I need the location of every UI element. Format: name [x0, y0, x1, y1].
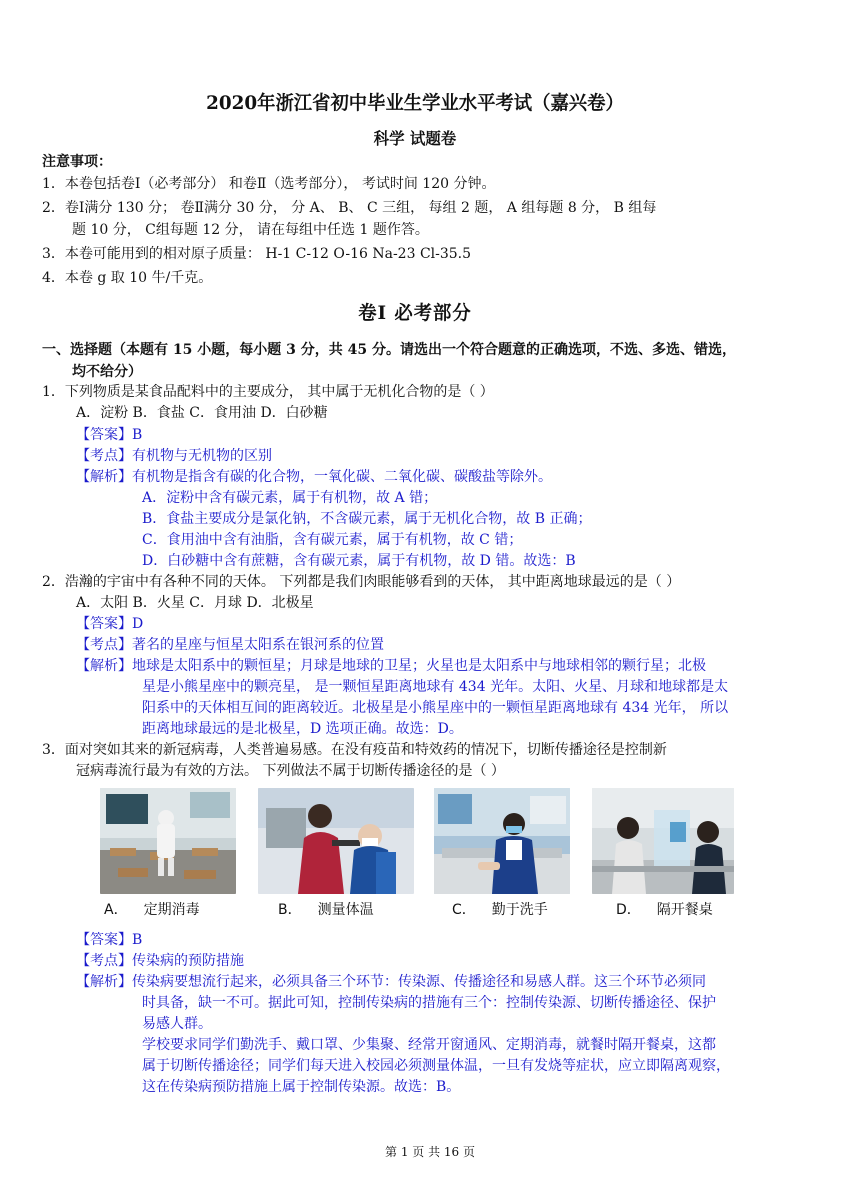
q3-stem-line-2: 冠病毒流行最为有效的方法。 下列做法不属于切断传播途径的是（ ）	[76, 763, 505, 779]
option-c-letter: C．	[452, 902, 476, 918]
option-a-caption	[104, 900, 200, 920]
q3-answer-row	[76, 930, 142, 950]
q3-analysis-line-6: 这在传染病预防措施上属于控制传染源。故选：B。	[142, 1079, 461, 1095]
q2-options: A．太阳 B．火星 C．月球 D．北极星	[76, 595, 314, 611]
q2-analysis-line-4: 距离地球最远的是北极星，D 选项正确。故选：D。	[142, 721, 463, 737]
photo-handwashing	[434, 788, 570, 894]
answer-label: 【答案】	[76, 616, 132, 632]
q2-point-row	[76, 635, 384, 655]
section-title: 卷Ⅰ 必考部分	[358, 302, 472, 324]
q2-analysis-row	[76, 656, 706, 676]
part-heading-line-1: 一、选择题（本题有 15 小题，每小题 3 分，共 45 分。请选出一个符合题意的正确选项，不选、多选、错选，	[42, 342, 736, 358]
option-c-text: 勤于洗手	[491, 902, 548, 918]
q2-point: 著名的星座与恒星太阳系在银河系的位置	[132, 637, 384, 653]
exam-subtitle: 科学 试题卷	[373, 129, 457, 148]
notice-line-3: 题 10 分， C组每题 12 分， 请在每组中任选 1 题作答。	[72, 222, 429, 238]
photo-temperature	[258, 788, 414, 894]
option-a-text: 定期消毒	[143, 902, 200, 918]
option-d-caption	[616, 900, 713, 920]
q3-analysis-row	[76, 972, 706, 992]
option-b-letter: B．	[278, 902, 302, 918]
q1-answer-row	[76, 425, 142, 445]
photo-disinfection	[100, 788, 236, 894]
q2-answer: D	[132, 616, 144, 632]
notice-line-4: 3．本卷可能用到的相对原子质量： H-1 C-12 O-16 Na-23 Cl-35.5	[42, 246, 472, 262]
q1-point-row	[76, 446, 272, 466]
q1-options: A．淀粉 B．食盐 C．食用油 D．白砂糖	[76, 405, 328, 421]
q3-answer: B	[132, 932, 143, 948]
q2-analysis-line-2: 星是小熊星座中的颗亮星， 是一颗恒星距离地球有 434 光年。太阳、火星、月球和地球都是太	[142, 679, 729, 695]
q2-stem: 2．浩瀚的宇宙中有各种不同的天体。 下列都是我们肉眼能够看到的天体， 其中距离地球最远的是（ ）	[42, 574, 681, 590]
point-label: 【考点】	[76, 637, 132, 653]
q3-analysis-line-5: 属于切断传播途径；同学们每天进入校园必须测量体温，一旦有发烧等症状，应立即隔离观察，	[142, 1058, 730, 1074]
option-c-caption	[452, 900, 548, 920]
q1-analysis-a: A．淀粉中含有碳元素，属于有机物，故 A 错；	[142, 490, 438, 506]
part-heading-line-2: 均不给分）	[72, 364, 142, 380]
q2-analysis-line-1: 地球是太阳系中的颗恒星；月球是地球的卫星；火星也是太阳系中与地球相邻的颗行星；北极	[132, 658, 706, 674]
q3-analysis-line-2: 时具备，缺一不可。据此可知，控制传染病的措施有三个：控制传染源、切断传播途径、保护	[142, 995, 716, 1011]
notice-line-1: 1．本卷包括卷Ⅰ（必考部分） 和卷Ⅱ（选考部分）， 考试时间 120 分钟。	[42, 176, 496, 192]
q3-analysis-line-3: 易感人群。	[142, 1016, 212, 1032]
q3-point: 传染病的预防措施	[132, 953, 244, 969]
notice-heading: 注意事项：	[42, 154, 112, 170]
q1-analysis: 有机物是指含有碳的化合物，一氧化碳、二氧化碳、碳酸盐等除外。	[132, 469, 552, 485]
notice-line-5: 4．本卷 g 取 10 牛/千克。	[42, 270, 213, 286]
option-d-letter: D．	[616, 902, 641, 918]
q1-analysis-b: B．食盐主要成分是氯化钠，不含碳元素，属于无机化合物，故 B 正确；	[142, 511, 592, 527]
point-label: 【考点】	[76, 953, 132, 969]
q2-analysis-line-3: 阳系中的天体相互间的距离较近。北极星是小熊星座中的一颗恒星距离地球有 434 光年， 所以	[142, 700, 729, 716]
q1-answer: B	[132, 427, 143, 443]
option-b-text: 测量体温	[317, 902, 374, 918]
point-label: 【考点】	[76, 448, 132, 464]
analysis-label: 【解析】	[76, 469, 132, 485]
q3-analysis-line-1: 传染病要想流行起来，必须具备三个环节：传染源、传播途径和易感人群。这三个环节必须同	[132, 974, 706, 990]
answer-label: 【答案】	[76, 427, 132, 443]
q1-point: 有机物与无机物的区别	[132, 448, 272, 464]
exam-title: 2020年浙江省初中毕业生学业水平考试（嘉兴卷）	[206, 92, 624, 114]
q1-analysis-row	[76, 467, 552, 487]
page-footer: 第 1 页 共 16 页	[385, 1145, 475, 1159]
q1-analysis-d: D．白砂糖中含有蔗糖，含有碳元素，属于有机物，故 D 错。故选：B	[142, 553, 576, 569]
q2-answer-row	[76, 614, 143, 634]
q3-stem-line-1: 3．面对突如其来的新冠病毒，人类普遍易感。在没有疫苗和特效药的情况下，切断传播途径是控制新	[42, 742, 667, 758]
notice-line-2: 2．卷Ⅰ满分 130 分； 卷Ⅱ满分 30 分， 分 A、 B、 C 三组， 每组 2 题， A 组每题 8 分， B 组每	[42, 200, 657, 216]
q3-analysis-line-4: 学校要求同学们勤洗手、戴口罩、少集聚、经常开窗通风、定期消毒，就餐时隔开餐桌，这都	[142, 1037, 716, 1053]
answer-label: 【答案】	[76, 932, 132, 948]
option-b-caption	[278, 900, 374, 920]
q3-point-row	[76, 951, 244, 971]
q1-stem: 1．下列物质是某食品配料中的主要成分， 其中属于无机化合物的是（ ）	[42, 384, 494, 400]
analysis-label: 【解析】	[76, 974, 132, 990]
analysis-label: 【解析】	[76, 658, 132, 674]
photo-dining-partition	[592, 788, 734, 894]
option-d-text: 隔开餐桌	[656, 902, 713, 918]
option-a-letter: A．	[104, 902, 128, 918]
q1-analysis-c: C．食用油中含有油脂，含有碳元素，属于有机物，故 C 错；	[142, 532, 523, 548]
